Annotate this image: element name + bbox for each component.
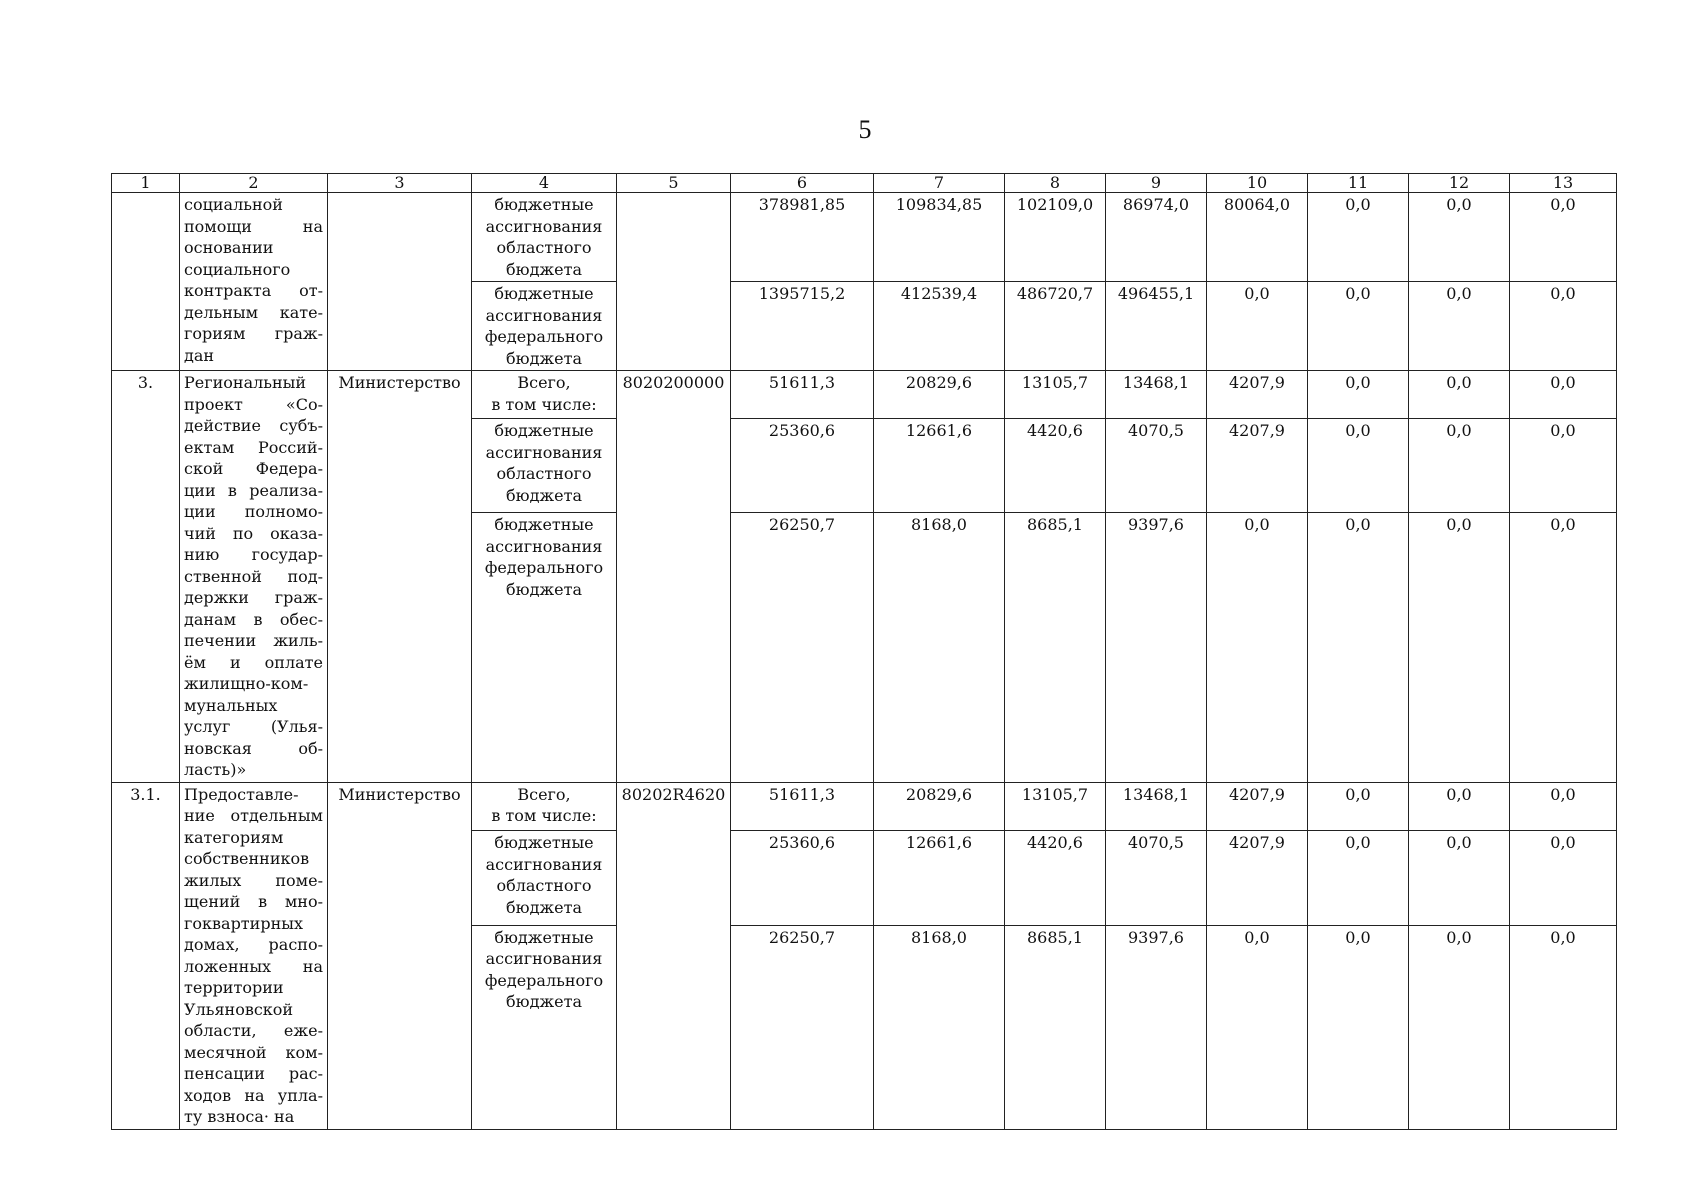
item-name-line: ходов на упла- — [184, 1085, 323, 1105]
amount-cell: 0,0 — [1409, 513, 1510, 782]
item-name-line: социального — [184, 259, 291, 279]
amount-cell: 0,0 — [1308, 193, 1409, 282]
amount-cell: 0,0 — [1409, 782, 1510, 831]
item-name-line: гориям граж- — [184, 324, 323, 343]
budget-code-cell: 8020200000 — [617, 371, 731, 783]
funding-source-cell — [472, 282, 617, 371]
item-name-line: гоквартирных — [184, 913, 303, 933]
col-header: 9 — [1106, 174, 1207, 193]
item-name-line: действие субъ- — [184, 416, 323, 435]
amount-cell: 13105,7 — [1005, 371, 1106, 419]
funding-source-line: ассигнования — [485, 442, 603, 462]
funding-source-line: бюджета — [506, 992, 582, 1012]
item-name-line: Предоставле- — [184, 784, 299, 804]
item-name-line: пенсации рас- — [184, 1064, 323, 1083]
amount-cell: 486720,7 — [1005, 282, 1106, 371]
amount-cell: 0,0 — [1510, 925, 1617, 1129]
amount-cell: 4070,5 — [1106, 831, 1207, 925]
amount-cell: 0,0 — [1308, 831, 1409, 925]
item-name-line: ту взноса· на — [184, 1107, 295, 1126]
item-name-line: Региональный — [184, 373, 307, 392]
table-row — [112, 371, 1617, 419]
table-row — [112, 782, 1617, 831]
item-name-line: держки граж- — [184, 588, 323, 607]
amount-cell: 25360,6 — [731, 419, 874, 513]
amount-cell: 0,0 — [1510, 782, 1617, 831]
amount-cell: 8685,1 — [1005, 513, 1106, 782]
amount-cell: 1395715,2 — [731, 282, 874, 371]
amount-cell: 0,0 — [1409, 193, 1510, 282]
item-name-cell — [180, 193, 328, 371]
amount-cell: 25360,6 — [731, 831, 874, 925]
amount-cell: 0,0 — [1409, 371, 1510, 419]
item-name-line: ложенных на — [184, 956, 323, 976]
funding-source-line: бюджета — [506, 259, 582, 279]
amount-cell: 0,0 — [1308, 513, 1409, 782]
funding-source-line: областного — [496, 876, 592, 896]
item-name-line: основании — [184, 238, 274, 257]
amount-cell: 51611,3 — [731, 371, 874, 419]
col-header: 8 — [1005, 174, 1106, 193]
page-number: 5 — [858, 115, 872, 144]
item-name-line: ектам Россий- — [184, 437, 323, 457]
col-header: 11 — [1308, 174, 1409, 193]
item-name-line: месячной ком- — [184, 1042, 323, 1062]
amount-cell: 26250,7 — [731, 925, 874, 1129]
amount-cell: 0,0 — [1207, 282, 1308, 371]
col-header: 12 — [1409, 174, 1510, 193]
funding-source-line: бюджетные — [494, 195, 594, 214]
item-name-line: ции в реализа- — [184, 480, 323, 500]
item-name-line: ние отдельным — [184, 806, 323, 825]
funding-source-line: бюджетные — [494, 927, 594, 947]
item-name-line: новская об- — [184, 738, 323, 758]
item-name-line: услуг (Улья- — [184, 717, 323, 736]
col-header: 6 — [731, 174, 874, 193]
col-header: 7 — [874, 174, 1005, 193]
item-name-line: ции полномо- — [184, 502, 323, 521]
amount-cell: 412539,4 — [874, 282, 1005, 371]
amount-cell: 9397,6 — [1106, 513, 1207, 782]
amount-cell: 0,0 — [1510, 371, 1617, 419]
budget-code-cell: 80202R4620 — [617, 782, 731, 1129]
amount-cell: 0,0 — [1409, 925, 1510, 1129]
funding-source-cell — [472, 831, 617, 925]
funding-source-line: областного — [496, 464, 592, 484]
amount-cell: 0,0 — [1207, 513, 1308, 782]
item-name-line: области, еже- — [184, 1021, 323, 1040]
funding-source-line: бюджетные — [494, 421, 594, 441]
item-name-line: социальной — [184, 195, 283, 214]
executor-cell — [328, 193, 472, 371]
funding-source-line: ассигнования — [485, 216, 603, 236]
item-name-line: ём и оплате — [184, 652, 323, 672]
item-name-line: ласть)» — [184, 760, 247, 779]
funding-source-line: федерального — [484, 327, 604, 346]
funding-source-line: Всего, — [517, 784, 571, 804]
header-row — [112, 174, 1617, 193]
amount-cell: 20829,6 — [874, 782, 1005, 831]
item-name-line: данам в обес- — [184, 609, 323, 629]
item-name-line: территории — [184, 978, 284, 997]
amount-cell: 0,0 — [1510, 419, 1617, 513]
item-name-line: помощи на — [184, 216, 323, 236]
funding-source-line: в том числе: — [491, 394, 597, 414]
amount-cell: 26250,7 — [731, 513, 874, 782]
amount-cell: 0,0 — [1308, 371, 1409, 419]
amount-cell: 8168,0 — [874, 513, 1005, 782]
funding-source-line: областного — [496, 238, 592, 257]
amount-cell: 0,0 — [1510, 831, 1617, 925]
amount-cell: 86974,0 — [1106, 193, 1207, 282]
amount-cell: 9397,6 — [1106, 925, 1207, 1129]
funding-source-cell — [472, 193, 617, 282]
amount-cell: 4207,9 — [1207, 831, 1308, 925]
amount-cell: 0,0 — [1510, 513, 1617, 782]
funding-source-line: федерального — [484, 970, 604, 990]
item-name-line: контракта от- — [184, 281, 323, 300]
col-header: 4 — [472, 174, 617, 193]
item-name-line: ской Федера- — [184, 459, 323, 478]
amount-cell: 4420,6 — [1005, 831, 1106, 925]
funding-source-line: бюджета — [506, 348, 582, 368]
amount-cell: 0,0 — [1510, 282, 1617, 371]
row-number-cell — [112, 193, 180, 371]
item-name-line: категориям — [184, 827, 284, 847]
item-name-line: жилых поме- — [184, 870, 323, 890]
amount-cell: 4070,5 — [1106, 419, 1207, 513]
funding-source-cell — [472, 371, 617, 419]
funding-source-cell — [472, 419, 617, 513]
item-name-line: дельным кате- — [184, 302, 323, 322]
amount-cell: 109834,85 — [874, 193, 1005, 282]
amount-cell: 12661,6 — [874, 419, 1005, 513]
amount-cell: 0,0 — [1409, 419, 1510, 513]
amount-cell: 51611,3 — [731, 782, 874, 831]
col-header: 1 — [112, 174, 180, 193]
funding-source-line: ассигнования — [485, 949, 603, 969]
funding-source-line: Всего, — [517, 373, 571, 392]
col-header: 10 — [1207, 174, 1308, 193]
col-header: 3 — [328, 174, 472, 193]
col-header: 13 — [1510, 174, 1617, 193]
amount-cell: 13468,1 — [1106, 371, 1207, 419]
table-row — [112, 193, 1617, 282]
funding-source-cell — [472, 925, 617, 1129]
funding-source-line: ассигнования — [485, 305, 603, 325]
amount-cell: 4207,9 — [1207, 371, 1308, 419]
amount-cell: 102109,0 — [1005, 193, 1106, 282]
item-name-line: чий по оказа- — [184, 523, 323, 543]
amount-cell: 0,0 — [1510, 193, 1617, 282]
item-name-line: нию государ- — [184, 545, 323, 564]
col-header: 5 — [617, 174, 731, 193]
amount-cell: 13468,1 — [1106, 782, 1207, 831]
item-name-line: мунальных — [184, 695, 278, 715]
item-name-line: дан — [184, 345, 215, 365]
amount-cell: 13105,7 — [1005, 782, 1106, 831]
item-name-cell — [180, 371, 328, 783]
amount-cell: 0,0 — [1308, 282, 1409, 371]
col-header: 2 — [180, 174, 328, 193]
item-name-line: щений в мно- — [184, 892, 323, 911]
amount-cell: 8685,1 — [1005, 925, 1106, 1129]
item-name-line: собственников — [184, 849, 310, 868]
amount-cell: 0,0 — [1409, 831, 1510, 925]
funding-source-line: бюджета — [506, 485, 582, 505]
funding-source-line: бюджетные — [494, 284, 594, 303]
row-number-cell: 3.1. — [112, 782, 180, 1129]
amount-cell: 4420,6 — [1005, 419, 1106, 513]
amount-cell: 0,0 — [1308, 925, 1409, 1129]
funding-source-line: бюджетные — [494, 515, 594, 535]
funding-source-line: бюджета — [506, 579, 582, 599]
budget-table — [111, 173, 1617, 1130]
amount-cell: 378981,85 — [731, 193, 874, 282]
funding-source-line: ассигнования — [485, 536, 603, 556]
funding-source-line: ассигнования — [485, 854, 603, 874]
amount-cell: 20829,6 — [874, 371, 1005, 419]
funding-source-cell — [472, 513, 617, 782]
executor-cell: Министерство — [328, 782, 472, 1129]
amount-cell: 0,0 — [1409, 282, 1510, 371]
item-name-line: жилищно-ком- — [184, 674, 309, 693]
amount-cell: 0,0 — [1308, 782, 1409, 831]
funding-source-cell — [472, 782, 617, 831]
funding-source-line: бюджетные — [494, 833, 594, 853]
funding-source-line: в том числе: — [491, 806, 597, 825]
amount-cell: 8168,0 — [874, 925, 1005, 1129]
funding-source-line: бюджета — [506, 897, 582, 917]
budget-code-cell — [617, 193, 731, 371]
item-name-line: Ульяновской — [184, 999, 294, 1019]
amount-cell: 80064,0 — [1207, 193, 1308, 282]
item-name-line: домах, распо- — [184, 935, 323, 954]
amount-cell: 496455,1 — [1106, 282, 1207, 371]
amount-cell: 12661,6 — [874, 831, 1005, 925]
item-name-cell — [180, 782, 328, 1129]
amount-cell: 0,0 — [1308, 419, 1409, 513]
row-number-cell: 3. — [112, 371, 180, 783]
amount-cell: 4207,9 — [1207, 782, 1308, 831]
executor-cell: Министерство — [328, 371, 472, 783]
amount-cell: 4207,9 — [1207, 419, 1308, 513]
amount-cell: 0,0 — [1207, 925, 1308, 1129]
item-name-line: проект «Со- — [184, 394, 323, 414]
funding-source-line: федерального — [484, 558, 604, 578]
item-name-line: печении жиль- — [184, 631, 323, 650]
item-name-line: ственной под- — [184, 566, 323, 586]
